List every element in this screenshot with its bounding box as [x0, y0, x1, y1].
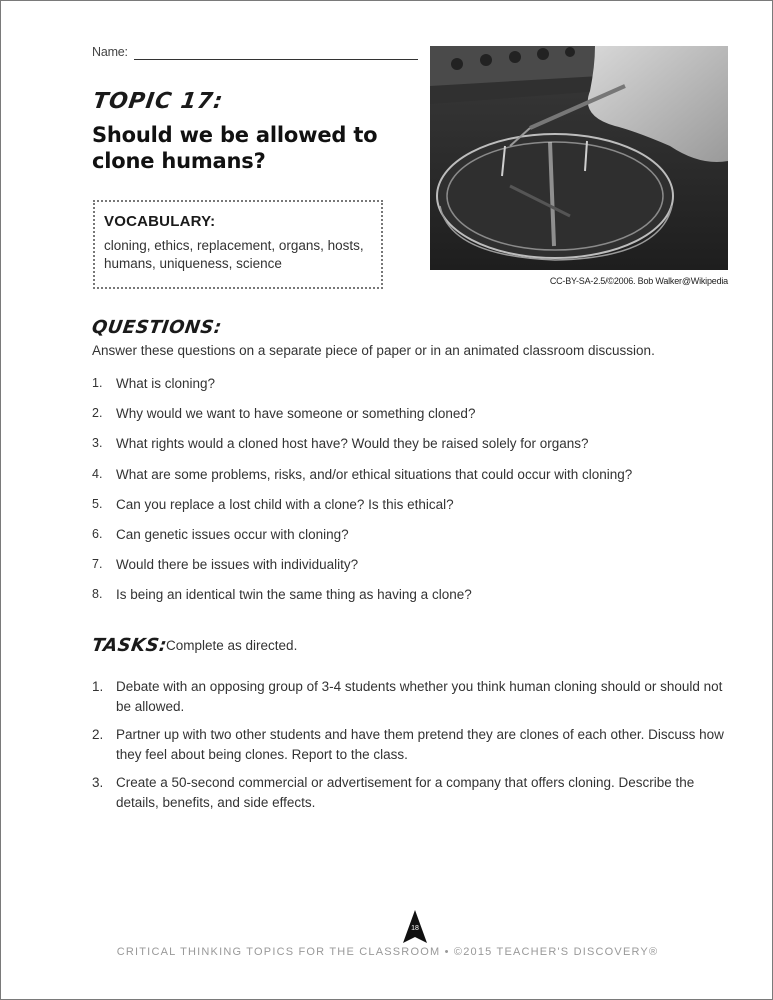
question-number: 5. — [92, 496, 103, 511]
vocabulary-words: cloning, ethics, replacement, organs, hosts, humans, uniqueness, science — [104, 238, 364, 271]
task-text: Create a 50-second commercial or advertisement for a company that offers cloning. Describe the details, benefits, and side effects. — [116, 775, 695, 810]
task-item — [92, 725, 732, 765]
question-item — [92, 467, 732, 497]
vocabulary-box — [93, 200, 383, 289]
task-item — [92, 773, 732, 813]
petri-dish-image-icon — [430, 46, 728, 270]
question-number: 7. — [92, 557, 103, 572]
task-number: 3. — [92, 775, 104, 790]
vocabulary-heading: VOCABULARY: — [104, 213, 216, 230]
task-text: Partner up with two other students and have them pretend they are clones of each other. Discuss how they feel about being clones. Report to the class. — [116, 727, 724, 762]
question-number: 8. — [92, 587, 103, 602]
question-number: 4. — [92, 466, 103, 481]
question-item — [92, 557, 732, 587]
question-text: Why would we want to have someone or something cloned? — [116, 406, 476, 422]
questions-heading-wrap — [92, 317, 222, 338]
name-field[interactable] — [92, 45, 420, 63]
footer-text: CRITICAL THINKING TOPICS FOR THE CLASSROOM • ©2015 TEACHER'S DISCOVERY® — [116, 946, 659, 958]
question-text: Would there be issues with individuality? — [116, 557, 359, 573]
question-item — [92, 436, 732, 466]
task-number: 2. — [92, 727, 104, 742]
question-text: Can genetic issues occur with cloning? — [116, 526, 349, 542]
questions-heading: QUESTIONS: — [90, 317, 224, 338]
question-number: 2. — [92, 406, 103, 421]
question-item — [92, 497, 732, 527]
name-label: Name: — [92, 45, 128, 59]
photo-credit: CC-BY-SA-2.5/©2006. Bob Walker@Wikipedia — [549, 276, 728, 286]
question-item — [92, 527, 732, 557]
task-number: 1. — [92, 679, 104, 694]
page-title: Should we be allowed to clone humans? — [92, 123, 378, 173]
question-item — [92, 587, 732, 617]
tasks-list — [92, 677, 732, 821]
question-number: 6. — [92, 526, 103, 541]
task-text: Debate with an opposing group of 3-4 students whether you think human cloning should or should not be allowed. — [116, 679, 723, 714]
questions-list — [92, 376, 732, 618]
tasks-instructions: Complete as directed. — [166, 638, 298, 653]
topic-label: TOPIC 17: — [91, 89, 226, 114]
question-number: 1. — [92, 376, 103, 390]
tasks-heading-wrap — [92, 635, 167, 656]
question-number: 3. — [92, 436, 103, 451]
question-text: What rights would a cloned host have? Would they be raised solely for organs? — [116, 436, 589, 452]
question-text: Is being an identical twin the same thing as having a clone? — [116, 587, 472, 603]
petri-dish-photo — [430, 46, 728, 270]
page-number: 18 — [411, 925, 419, 932]
task-item — [92, 677, 732, 717]
question-item — [92, 376, 732, 406]
question-text: What is cloning? — [116, 376, 216, 391]
tasks-heading: TASKS: — [90, 635, 169, 656]
question-item — [92, 406, 732, 436]
question-text: What are some problems, risks, and/or ethical situations that could occur with cloning? — [116, 466, 633, 482]
questions-instructions: Answer these questions on a separate piece of paper or in an animated classroom discussion. — [92, 343, 655, 358]
name-blank-line[interactable] — [134, 59, 418, 60]
question-text: Can you replace a lost child with a clone? Is this ethical? — [116, 496, 454, 512]
